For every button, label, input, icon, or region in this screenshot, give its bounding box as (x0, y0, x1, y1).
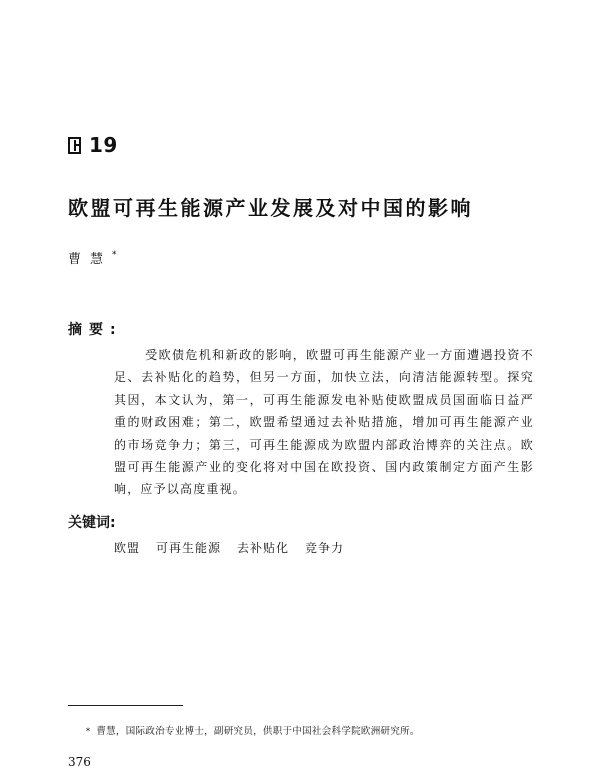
abstract-text: 受欧债危机和新政的影响，欧盟可再生能源产业一方面遭遇投资不足、去补贴化的趋势，但另一方面，加快立法，向清洁能源转型。探究其因，本文认为，第一，可再生能源发电补贴使欧盟成员国面临日益严重的财政困难；第二，欧盟希望通过去补贴措施，增加可再生能源产业的市场竞争力；第三，可再生能源成为欧盟内部政治博弈的关注点。欧盟可再生能源产业的变化将对中国在欧投资、国内政策制定方面产生影响，应予以高度重视。 (114, 348, 534, 497)
report-book-icon (68, 137, 81, 154)
footnote-text: 曹慧，国际政治专业博士，副研究员，供职于中国社会科学院欧洲研究所。 (96, 726, 420, 737)
abstract-label: 摘要: (68, 322, 123, 338)
article-author (68, 248, 117, 267)
footnote (86, 723, 420, 737)
author-footnote-mark: * (112, 250, 117, 261)
page-number: 376 (68, 755, 91, 769)
report-marker (68, 133, 118, 157)
article-title: 欧盟可再生能源产业发展及对中国的影响 (68, 196, 473, 220)
footnote-mark: * (86, 727, 91, 736)
keywords-list (114, 539, 344, 556)
author-name: 曹慧 (68, 252, 113, 267)
keyword-item: 欧盟 (114, 541, 141, 555)
keyword-item: 去补贴化 (237, 541, 290, 555)
keyword-item: 可再生能源 (156, 541, 222, 555)
report-number: 19 (89, 133, 118, 157)
keyword-item: 竞争力 (305, 541, 345, 555)
footnote-divider (68, 705, 183, 706)
keywords-label: 关键词: (68, 515, 116, 531)
